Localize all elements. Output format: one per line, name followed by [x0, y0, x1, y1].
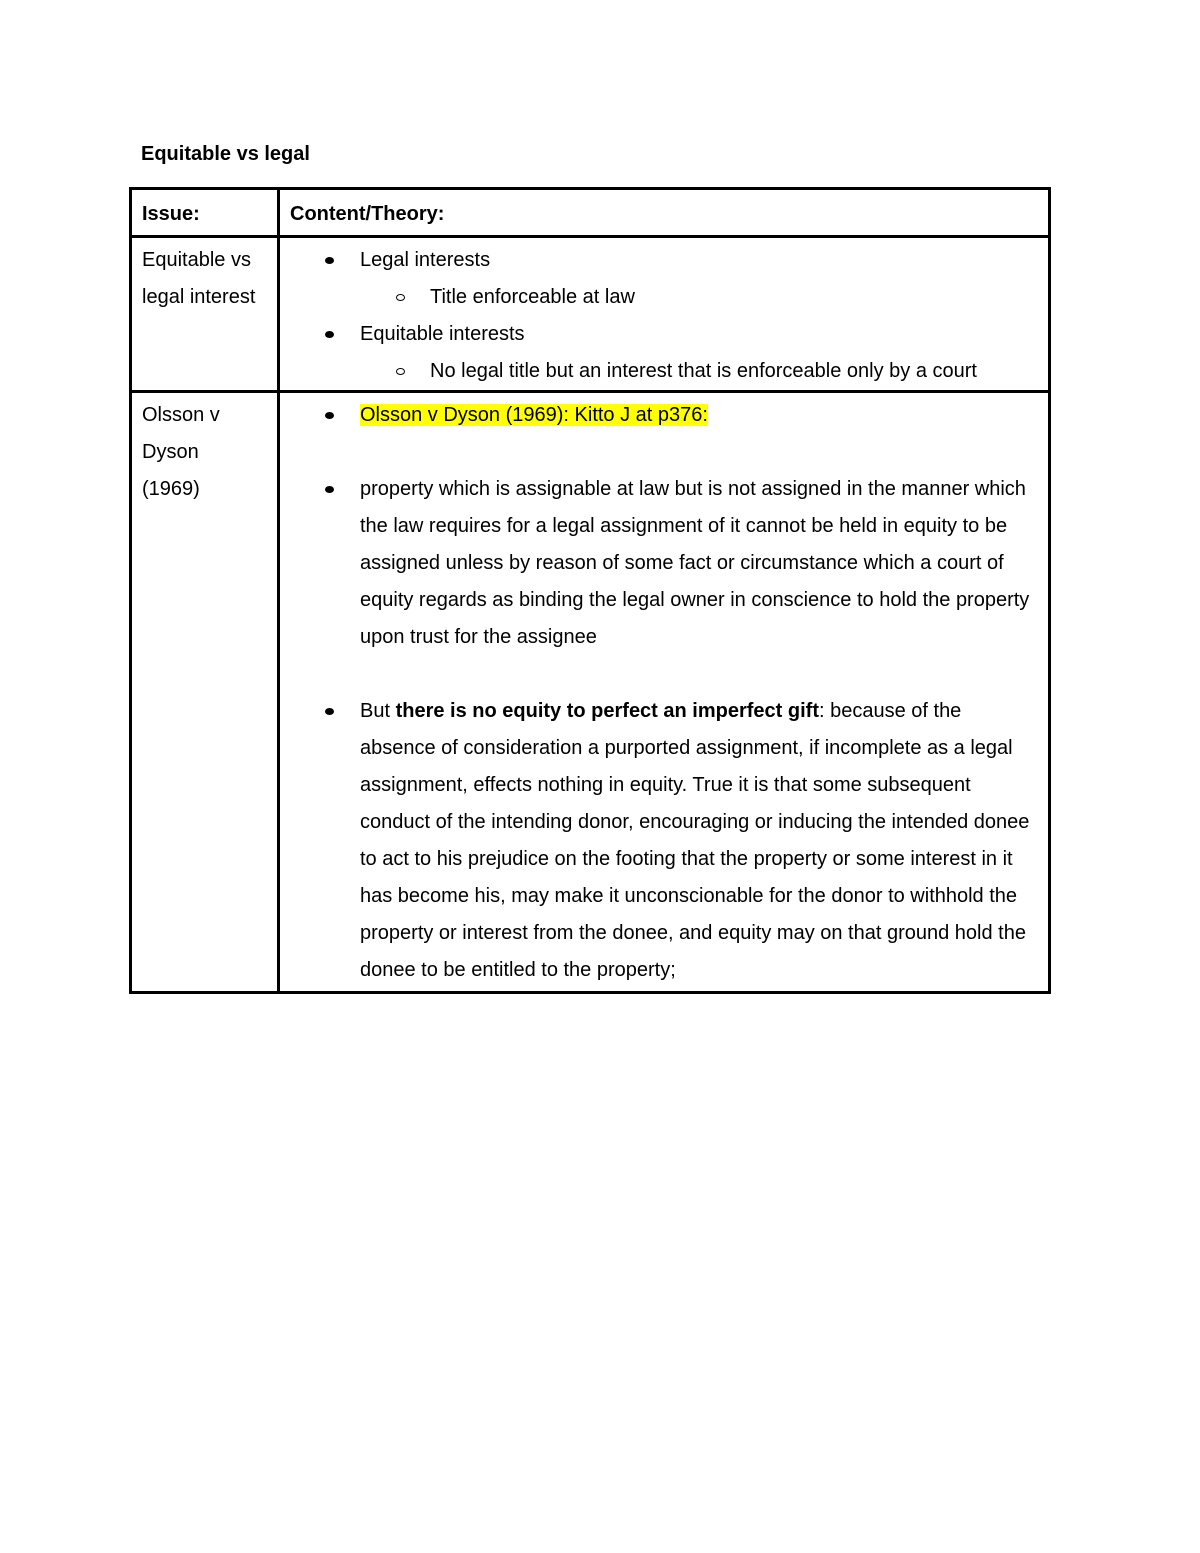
issue-line: (1969)	[142, 478, 200, 500]
list-item	[280, 471, 1040, 656]
bullet-text: Equitable interests	[360, 323, 525, 345]
bullet-list	[280, 316, 1040, 353]
issue-cell	[131, 237, 279, 392]
sub-bullet-list	[360, 279, 1040, 316]
gift-prefix: But	[360, 700, 396, 722]
spacer	[280, 434, 1040, 471]
bullet-list	[280, 693, 1040, 991]
bullet-list	[280, 471, 1040, 656]
content-cell	[279, 392, 1050, 993]
list-item	[280, 693, 1040, 991]
issue-line: legal interest	[142, 286, 256, 308]
sub-bullet-list	[360, 353, 1040, 390]
issue-header-cell	[131, 189, 279, 237]
spacer	[280, 656, 1040, 693]
gift-rest-text: : because of the absence of consideration a purported assignment, if incomplete as a legal assignment, effects nothing in equity. True it is that some subsequent conduct of the intending donor, encouraging or inducing the intended donee to act to his prejudice on the footing that the property or some interest in it has become his, may make it unconscionable for the donor to withhold the property or interest from the donee, and equity may on that ground hold the donee to be entitled to the property;	[360, 700, 1030, 981]
sub-bullet-text: No legal title but an interest that is enforceable only by a court	[430, 360, 977, 382]
table-header-row	[131, 189, 1050, 237]
highlighted-case-citation: Olsson v Dyson (1969): Kitto J at p376:	[360, 404, 708, 426]
document-title: Equitable vs legal	[141, 143, 310, 165]
issue-header: Issue:	[142, 203, 200, 225]
content-header-cell	[279, 189, 1050, 237]
issue-cell	[131, 392, 279, 993]
issue-line: Dyson	[142, 441, 199, 463]
content-header: Content/Theory:	[290, 203, 445, 225]
table-row	[131, 392, 1050, 993]
issue-line: Equitable vs	[142, 249, 251, 271]
issue-line: Olsson v	[142, 404, 220, 426]
sub-bullet-text: Title enforceable at law	[430, 286, 635, 308]
list-item	[360, 279, 1040, 316]
gift-bold-text: there is no equity to perfect an imperfect gift	[395, 700, 819, 722]
list-item	[280, 242, 1040, 279]
bullet-list	[280, 242, 1040, 279]
list-item	[360, 353, 1040, 390]
table-row	[131, 237, 1050, 392]
list-item	[280, 316, 1040, 353]
bullet-text: Legal interests	[360, 249, 491, 271]
list-item	[280, 397, 1040, 434]
bullet-list	[280, 397, 1040, 434]
notes-table	[129, 187, 1051, 994]
content-cell	[279, 237, 1050, 392]
quote-text: property which is assignable at law but is not assigned in the manner which the law requires for a legal assignment of it cannot be held in equity to be assigned unless by reason of some fact or circumstance which a court of equity regards as binding the legal owner in conscience to hold the property upon trust for the assignee	[360, 478, 1030, 648]
